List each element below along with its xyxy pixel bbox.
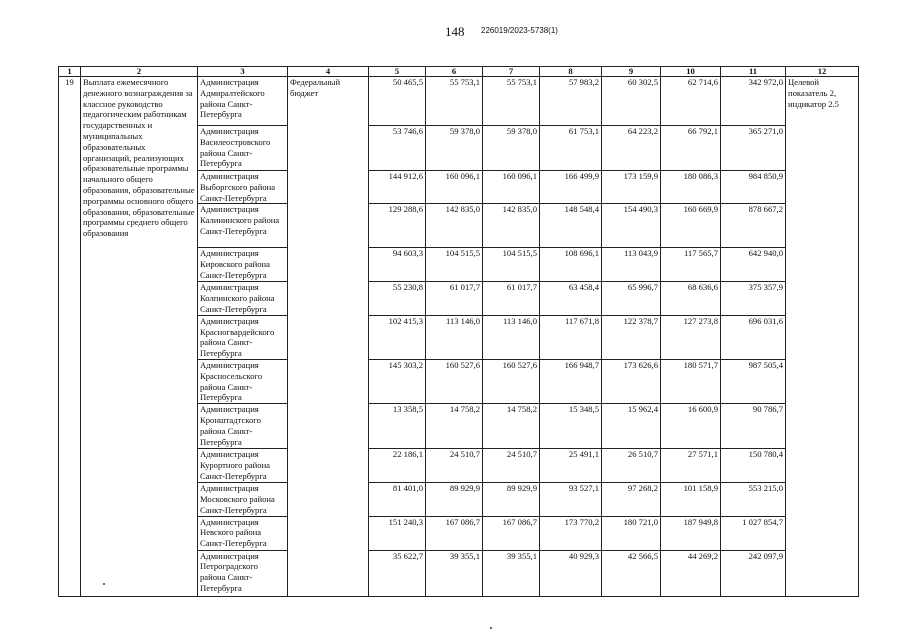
column-header: 9: [602, 67, 661, 77]
value-cell: 27 571,1: [661, 449, 721, 483]
value-cell: 117 671,8: [540, 315, 602, 359]
value-cell: 42 566,5: [602, 550, 661, 596]
page-number: 148: [445, 24, 465, 39]
value-cell: 142 835,0: [426, 204, 483, 248]
column-header: 8: [540, 67, 602, 77]
value-cell: 984 850,9: [721, 171, 786, 204]
value-cell: 642 940,0: [721, 248, 786, 282]
value-cell: 65 996,7: [602, 282, 661, 315]
column-header: 1: [59, 67, 81, 77]
administration-name: Администрация Московского района Санкт-Петербурга: [198, 483, 288, 516]
table-row: [59, 77, 859, 126]
column-header: 4: [288, 67, 369, 77]
value-cell: 61 753,1: [540, 126, 602, 171]
value-cell: 39 355,1: [426, 550, 483, 596]
value-cell: 81 401,0: [369, 483, 426, 516]
administration-name: Администрация Красногвардейского района Санкт-Петербурга: [198, 315, 288, 359]
value-cell: 15 348,5: [540, 404, 602, 449]
value-cell: 57 983,2: [540, 77, 602, 126]
value-cell: 151 240,3: [369, 516, 426, 550]
document-code: 226019/2023-5738(1): [481, 26, 558, 35]
value-cell: 173 770,2: [540, 516, 602, 550]
value-cell: 101 158,9: [661, 483, 721, 516]
value-cell: 160 669,9: [661, 204, 721, 248]
value-cell: 53 746,6: [369, 126, 426, 171]
value-cell: 102 415,3: [369, 315, 426, 359]
measure-description: Выплата ежемесячного денежного вознаграждения за классное руководство педагогическим работникам государственных и муниципальных образовательных организаций, реализующих образовательные программы начального общего образования, образовательные программы основного общего образования, образовательные программы среднего общего образования: [81, 77, 198, 597]
value-cell: 187 949,8: [661, 516, 721, 550]
administration-name: Администрация Невского района Санкт-Петербурга: [198, 516, 288, 550]
value-cell: 166 499,9: [540, 171, 602, 204]
value-cell: 160 096,1: [426, 171, 483, 204]
value-cell: 108 696,1: [540, 248, 602, 282]
value-cell: 154 490,3: [602, 204, 661, 248]
value-cell: 50 465,5: [369, 77, 426, 126]
value-cell: 148 548,4: [540, 204, 602, 248]
administration-name: Администрация Адмиралтейского района Санкт-Петербурга: [198, 77, 288, 126]
value-cell: 40 929,3: [540, 550, 602, 596]
value-cell: 26 510,7: [602, 449, 661, 483]
column-header: 2: [81, 67, 198, 77]
column-header: 7: [483, 67, 540, 77]
value-cell: 180 086,3: [661, 171, 721, 204]
value-cell: 14 758,2: [483, 404, 540, 449]
value-cell: 104 515,5: [426, 248, 483, 282]
value-cell: 129 288,6: [369, 204, 426, 248]
value-cell: 113 146,0: [426, 315, 483, 359]
value-cell: 22 186,1: [369, 449, 426, 483]
value-cell: 553 215,0: [721, 483, 786, 516]
value-cell: 15 962,4: [602, 404, 661, 449]
column-header: 3: [198, 67, 288, 77]
value-cell: 365 271,0: [721, 126, 786, 171]
administration-name: Администрация Василеостровского района Санкт-Петербурга: [198, 126, 288, 171]
value-cell: 62 714,6: [661, 77, 721, 126]
value-cell: 13 358,5: [369, 404, 426, 449]
value-cell: 94 603,3: [369, 248, 426, 282]
value-cell: 97 268,2: [602, 483, 661, 516]
value-cell: 59 378,0: [426, 126, 483, 171]
value-cell: 68 636,6: [661, 282, 721, 315]
column-header: 5: [369, 67, 426, 77]
column-header: 10: [661, 67, 721, 77]
value-cell: 39 355,1: [483, 550, 540, 596]
value-cell: 145 303,2: [369, 359, 426, 403]
value-cell: 113 146,0: [483, 315, 540, 359]
value-cell: 375 357,9: [721, 282, 786, 315]
value-cell: 90 786,7: [721, 404, 786, 449]
value-cell: 93 527,1: [540, 483, 602, 516]
value-cell: 113 043,9: [602, 248, 661, 282]
value-cell: 166 948,7: [540, 359, 602, 403]
value-cell: 59 378,0: [483, 126, 540, 171]
value-cell: 55 753,1: [483, 77, 540, 126]
value-cell: 167 086,7: [483, 516, 540, 550]
value-cell: 878 667,2: [721, 204, 786, 248]
value-cell: 60 302,5: [602, 77, 661, 126]
value-cell: 180 571,7: [661, 359, 721, 403]
value-cell: 150 780,4: [721, 449, 786, 483]
target-indicator: Целевой показатель 2, индикатор 2.5: [786, 77, 859, 597]
value-cell: 167 086,7: [426, 516, 483, 550]
value-cell: 61 017,7: [426, 282, 483, 315]
column-header: 12: [786, 67, 859, 77]
value-cell: 160 096,1: [483, 171, 540, 204]
value-cell: 89 929,9: [483, 483, 540, 516]
column-header: 11: [721, 67, 786, 77]
value-cell: 1 027 854,7: [721, 516, 786, 550]
value-cell: 61 017,7: [483, 282, 540, 315]
value-cell: 66 792,1: [661, 126, 721, 171]
value-cell: 173 626,6: [602, 359, 661, 403]
value-cell: 55 753,1: [426, 77, 483, 126]
administration-name: Администрация Калининского района Санкт-Петербурга: [198, 204, 288, 248]
value-cell: 16 600,9: [661, 404, 721, 449]
value-cell: 35 622,7: [369, 550, 426, 596]
value-cell: 14 758,2: [426, 404, 483, 449]
administration-name: Администрация Колпинского района Санкт-Петербурга: [198, 282, 288, 315]
value-cell: 104 515,5: [483, 248, 540, 282]
administration-name: Администрация Петроградского района Санкт-Петербурга: [198, 550, 288, 596]
value-cell: 160 527,6: [426, 359, 483, 403]
value-cell: 696 031,6: [721, 315, 786, 359]
scan-speck: [490, 627, 492, 629]
row-number: 19: [59, 77, 81, 597]
value-cell: 987 505,4: [721, 359, 786, 403]
value-cell: 142 835,0: [483, 204, 540, 248]
value-cell: 242 097,9: [721, 550, 786, 596]
administration-name: Администрация Кронштадтского района Санкт-Петербурга: [198, 404, 288, 449]
value-cell: 342 972,0: [721, 77, 786, 126]
value-cell: 160 527,6: [483, 359, 540, 403]
value-cell: 127 273,8: [661, 315, 721, 359]
value-cell: 89 929,9: [426, 483, 483, 516]
administration-name: Администрация Кировского района Санкт-Петербурга: [198, 248, 288, 282]
value-cell: 173 159,9: [602, 171, 661, 204]
value-cell: 144 912,6: [369, 171, 426, 204]
administration-name: Администрация Красносельского района Санкт-Петербурга: [198, 359, 288, 403]
header-row: [59, 67, 859, 77]
value-cell: 55 230,8: [369, 282, 426, 315]
administration-name: Администрация Выборгского района Санкт-Петербурга: [198, 171, 288, 204]
value-cell: 63 458,4: [540, 282, 602, 315]
value-cell: 180 721,0: [602, 516, 661, 550]
funding-source: Федеральный бюджет: [288, 77, 369, 597]
value-cell: 122 378,7: [602, 315, 661, 359]
value-cell: 24 510,7: [483, 449, 540, 483]
value-cell: 117 565,7: [661, 248, 721, 282]
scan-speck: [103, 583, 105, 585]
value-cell: 24 510,7: [426, 449, 483, 483]
value-cell: 44 269,2: [661, 550, 721, 596]
budget-table: [58, 66, 859, 597]
administration-name: Администрация Курортного района Санкт-Петербурга: [198, 449, 288, 483]
column-header: 6: [426, 67, 483, 77]
value-cell: 64 223,2: [602, 126, 661, 171]
value-cell: 25 491,1: [540, 449, 602, 483]
